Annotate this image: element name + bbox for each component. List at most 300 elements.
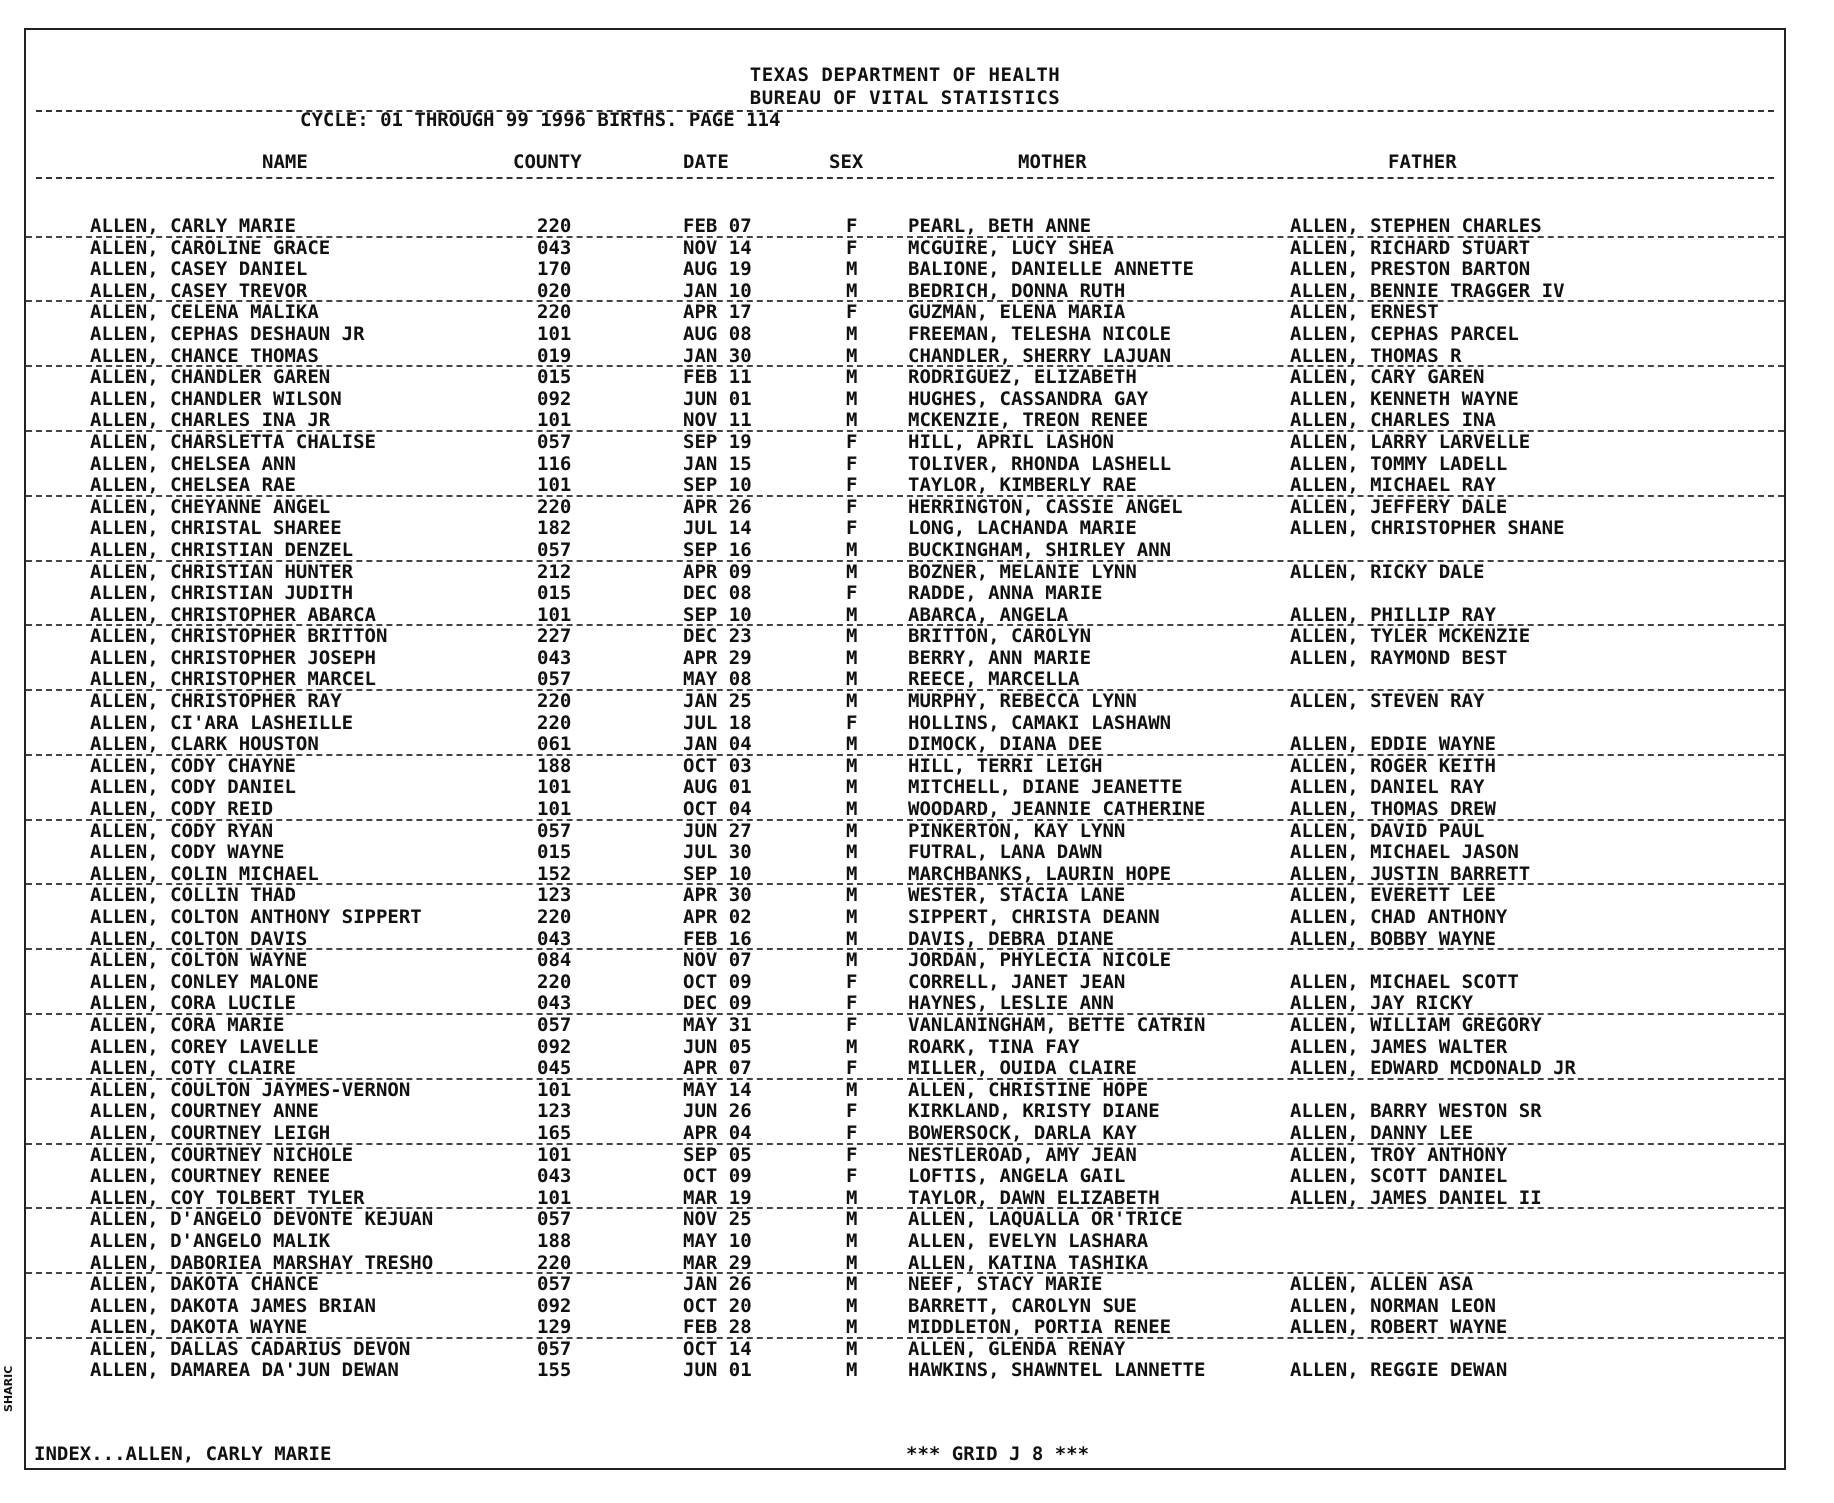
header-rule-bottom bbox=[36, 177, 1774, 179]
cell-mother: NESTLEROAD, AMY JEAN bbox=[908, 1143, 1137, 1166]
cell-father: ALLEN, TOMMY LADELL bbox=[1290, 452, 1508, 475]
cell-mother: NEEF, STACY MARIE bbox=[908, 1273, 1103, 1296]
table-row bbox=[26, 367, 1784, 389]
cell-date: FEB 28 bbox=[683, 1316, 752, 1339]
cell-sex: M bbox=[846, 862, 858, 885]
table-row bbox=[26, 777, 1784, 799]
cell-sex: M bbox=[846, 625, 858, 648]
cell-mother: CHANDLER, SHERRY LAJUAN bbox=[908, 344, 1172, 367]
cell-father: ALLEN, STEPHEN CHARLES bbox=[1290, 215, 1542, 237]
cell-sex: M bbox=[846, 387, 858, 410]
cell-county: 101 bbox=[537, 409, 572, 432]
cell-name: ALLEN, CHRISTOPHER ABARCA bbox=[90, 603, 376, 626]
cell-sex: F bbox=[846, 1143, 858, 1166]
cell-date: JUL 30 bbox=[683, 841, 752, 864]
cell-name: ALLEN, CHELSEA ANN bbox=[90, 452, 296, 475]
cell-sex: F bbox=[846, 970, 858, 993]
cell-county: 057 bbox=[537, 1208, 572, 1231]
cell-mother: BARRETT, CAROLYN SUE bbox=[908, 1294, 1137, 1317]
cell-county: 220 bbox=[537, 690, 572, 713]
table-row bbox=[26, 1317, 1784, 1339]
document-frame bbox=[24, 28, 1786, 1470]
cell-sex: F bbox=[846, 582, 858, 605]
cell-name: ALLEN, CODY CHAYNE bbox=[90, 754, 296, 777]
cell-mother: ALLEN, KATINA TASHIKA bbox=[908, 1251, 1149, 1274]
cell-county: 057 bbox=[537, 538, 572, 561]
cell-date: AUG 19 bbox=[683, 258, 752, 281]
cell-father: ALLEN, MICHAEL JASON bbox=[1290, 841, 1519, 864]
cell-county: 123 bbox=[537, 1100, 572, 1123]
cell-date: OCT 20 bbox=[683, 1294, 752, 1317]
cell-mother: BRITTON, CAROLYN bbox=[908, 625, 1092, 648]
cell-date: OCT 09 bbox=[683, 970, 752, 993]
cell-sex: M bbox=[846, 366, 858, 389]
cell-date: MAY 10 bbox=[683, 1229, 752, 1252]
cell-sex: M bbox=[846, 841, 858, 864]
cell-mother: RADDE, ANNA MARIE bbox=[908, 582, 1103, 605]
cell-county: 020 bbox=[537, 279, 572, 302]
cell-mother: MCGUIRE, LUCY SHEA bbox=[908, 236, 1114, 259]
cell-county: 101 bbox=[537, 798, 572, 821]
table-row bbox=[26, 950, 1784, 972]
cell-father: ALLEN, TYLER MCKENZIE bbox=[1290, 625, 1531, 648]
cell-mother: TAYLOR, DAWN ELIZABETH bbox=[908, 1186, 1160, 1209]
cell-date: SEP 10 bbox=[683, 603, 752, 626]
cell-date: MAY 08 bbox=[683, 668, 752, 691]
cell-date: APR 02 bbox=[683, 906, 752, 928]
cell-father: ALLEN, STEVEN RAY bbox=[1290, 690, 1485, 713]
cell-father: ALLEN, THOMAS R bbox=[1290, 344, 1462, 367]
cell-mother: HOLLINS, CAMAKI LASHAWN bbox=[908, 711, 1172, 734]
cell-name: ALLEN, D'ANGELO DEVONTE KEJUAN bbox=[90, 1208, 434, 1231]
cell-mother: ROARK, TINA FAY bbox=[908, 1035, 1080, 1058]
cell-county: 101 bbox=[537, 1078, 572, 1101]
header-rule-top bbox=[36, 110, 1774, 112]
cell-name: ALLEN, DAKOTA CHANCE bbox=[90, 1273, 319, 1296]
table-row bbox=[26, 907, 1784, 929]
cell-father: ALLEN, CEPHAS PARCEL bbox=[1290, 322, 1519, 345]
cell-mother: WESTER, STACIA LANE bbox=[908, 884, 1126, 907]
cell-sex: F bbox=[846, 1057, 858, 1080]
cell-mother: MILLER, OUIDA CLAIRE bbox=[908, 1057, 1137, 1080]
cell-county: 227 bbox=[537, 625, 572, 648]
table-row bbox=[26, 1058, 1784, 1080]
cell-date: FEB 16 bbox=[683, 927, 752, 950]
cell-date: JUL 14 bbox=[683, 517, 752, 540]
cell-date: JAN 15 bbox=[683, 452, 752, 475]
table-row bbox=[26, 540, 1784, 562]
cell-name: ALLEN, COREY LAVELLE bbox=[90, 1035, 319, 1058]
cell-sex: M bbox=[846, 1229, 858, 1252]
cell-name: ALLEN, CHRISTOPHER BRITTON bbox=[90, 625, 388, 648]
cell-county: 101 bbox=[537, 474, 572, 497]
cell-county: 212 bbox=[537, 560, 572, 583]
cell-name: ALLEN, COURTNEY LEIGH bbox=[90, 1121, 331, 1144]
cell-county: 188 bbox=[537, 754, 572, 777]
cell-county: 170 bbox=[537, 258, 572, 281]
table-row bbox=[26, 605, 1784, 627]
cell-mother: ABARCA, ANGELA bbox=[908, 603, 1069, 626]
cell-date: DEC 23 bbox=[683, 625, 752, 648]
cell-sex: M bbox=[846, 322, 858, 345]
cell-date: FEB 11 bbox=[683, 366, 752, 389]
cell-mother: DIMOCK, DIANA DEE bbox=[908, 733, 1103, 756]
cell-sex: M bbox=[846, 690, 858, 713]
cell-date: JUN 05 bbox=[683, 1035, 752, 1058]
cell-father: ALLEN, ERNEST bbox=[1290, 301, 1439, 324]
cell-mother: GUZMAN, ELENA MARIA bbox=[908, 301, 1126, 324]
cell-name: ALLEN, CLARK HOUSTON bbox=[90, 733, 319, 756]
table-row bbox=[26, 713, 1784, 735]
table-row bbox=[26, 626, 1784, 648]
cell-name: ALLEN, CORA LUCILE bbox=[90, 992, 296, 1015]
cell-county: 116 bbox=[537, 452, 572, 475]
cell-name: ALLEN, CHANDLER GAREN bbox=[90, 366, 331, 389]
cell-name: ALLEN, CHARLES INA JR bbox=[90, 409, 331, 432]
cell-name: ALLEN, CARLY MARIE bbox=[90, 215, 296, 237]
cell-name: ALLEN, DALLAS CADARIUS DEVON bbox=[90, 1337, 411, 1360]
table-row bbox=[26, 216, 1784, 238]
department-title: TEXAS DEPARTMENT OF HEALTH bbox=[749, 64, 1061, 86]
table-row bbox=[26, 281, 1784, 303]
cell-mother: MARCHBANKS, LAURIN HOPE bbox=[908, 862, 1172, 885]
cell-county: 057 bbox=[537, 819, 572, 842]
cell-father: ALLEN, ROBERT WAYNE bbox=[1290, 1316, 1508, 1339]
cell-date: OCT 04 bbox=[683, 798, 752, 821]
table-row bbox=[26, 1015, 1784, 1037]
cell-name: ALLEN, CHRISTIAN JUDITH bbox=[90, 582, 354, 605]
cell-county: 057 bbox=[537, 1013, 572, 1036]
column-header-date: DATE bbox=[683, 151, 729, 173]
cell-father: ALLEN, BENNIE TRAGGER IV bbox=[1290, 279, 1565, 302]
cell-father: ALLEN, DANNY LEE bbox=[1290, 1121, 1474, 1144]
cell-date: DEC 08 bbox=[683, 582, 752, 605]
cell-date: JAN 25 bbox=[683, 690, 752, 713]
cell-name: ALLEN, COLTON ANTHONY SIPPERT bbox=[90, 906, 422, 928]
cell-sex: M bbox=[846, 819, 858, 842]
cell-father: ALLEN, BOBBY WAYNE bbox=[1290, 927, 1496, 950]
cell-mother: KIRKLAND, KRISTY DIANE bbox=[908, 1100, 1160, 1123]
cell-sex: M bbox=[846, 1186, 858, 1209]
cell-mother: FREEMAN, TELESHA NICOLE bbox=[908, 322, 1172, 345]
cell-name: ALLEN, CHRISTOPHER MARCEL bbox=[90, 668, 376, 691]
cell-sex: F bbox=[846, 1100, 858, 1123]
cell-sex: F bbox=[846, 301, 858, 324]
cell-sex: F bbox=[846, 474, 858, 497]
cell-mother: HERRINGTON, CASSIE ANGEL bbox=[908, 495, 1183, 518]
cell-mother: HAWKINS, SHAWNTEL LANNETTE bbox=[908, 1359, 1206, 1382]
cell-date: JUN 27 bbox=[683, 819, 752, 842]
cell-sex: M bbox=[846, 668, 858, 691]
cell-father: ALLEN, CHARLES INA bbox=[1290, 409, 1496, 432]
cell-date: SEP 16 bbox=[683, 538, 752, 561]
cell-father: ALLEN, CHAD ANTHONY bbox=[1290, 906, 1508, 928]
table-row bbox=[26, 410, 1784, 432]
table-row bbox=[26, 1080, 1784, 1102]
cell-father: ALLEN, JAMES WALTER bbox=[1290, 1035, 1508, 1058]
cell-mother: WOODARD, JEANNIE CATHERINE bbox=[908, 798, 1206, 821]
cell-county: 155 bbox=[537, 1359, 572, 1382]
table-row bbox=[26, 1360, 1784, 1382]
cell-county: 165 bbox=[537, 1121, 572, 1144]
cell-name: ALLEN, CODY DANIEL bbox=[90, 776, 296, 799]
cell-county: 084 bbox=[537, 949, 572, 972]
cell-mother: TAYLOR, KIMBERLY RAE bbox=[908, 474, 1137, 497]
cell-father: ALLEN, JAMES DANIEL II bbox=[1290, 1186, 1542, 1209]
cell-father: ALLEN, KENNETH WAYNE bbox=[1290, 387, 1519, 410]
table-row bbox=[26, 929, 1784, 951]
table-row bbox=[26, 1253, 1784, 1275]
cell-county: 101 bbox=[537, 776, 572, 799]
cell-date: OCT 09 bbox=[683, 1165, 752, 1188]
cell-county: 101 bbox=[537, 603, 572, 626]
cell-mother: HILL, APRIL LASHON bbox=[908, 430, 1114, 453]
cell-mother: VANLANINGHAM, BETTE CATRIN bbox=[908, 1013, 1206, 1036]
cell-name: ALLEN, CODY REID bbox=[90, 798, 274, 821]
cell-sex: M bbox=[846, 344, 858, 367]
cell-name: ALLEN, CHRISTOPHER RAY bbox=[90, 690, 342, 713]
cell-name: ALLEN, COURTNEY ANNE bbox=[90, 1100, 319, 1123]
table-row bbox=[26, 756, 1784, 778]
index-line: INDEX...ALLEN, CARLY MARIE bbox=[34, 1443, 332, 1465]
cell-father: ALLEN, TROY ANTHONY bbox=[1290, 1143, 1508, 1166]
cell-father: ALLEN, EDDIE WAYNE bbox=[1290, 733, 1496, 756]
table-row bbox=[26, 389, 1784, 411]
cell-name: ALLEN, COY TOLBERT TYLER bbox=[90, 1186, 365, 1209]
cell-name: ALLEN, CI'ARA LASHEILLE bbox=[90, 711, 354, 734]
table-row bbox=[26, 993, 1784, 1015]
cell-mother: FUTRAL, LANA DAWN bbox=[908, 841, 1103, 864]
cell-father: ALLEN, EDWARD MCDONALD JR bbox=[1290, 1057, 1576, 1080]
cell-sex: M bbox=[846, 1251, 858, 1274]
cell-father: ALLEN, JUSTIN BARRETT bbox=[1290, 862, 1531, 885]
cell-mother: JORDAN, PHYLECIA NICOLE bbox=[908, 949, 1172, 972]
cell-father: ALLEN, SCOTT DANIEL bbox=[1290, 1165, 1508, 1188]
cell-mother: ALLEN, CHRISTINE HOPE bbox=[908, 1078, 1149, 1101]
cell-name: ALLEN, CHEYANNE ANGEL bbox=[90, 495, 331, 518]
cell-mother: LONG, LACHANDA MARIE bbox=[908, 517, 1137, 540]
table-row bbox=[26, 1339, 1784, 1361]
cell-mother: ALLEN, LAQUALLA OR'TRICE bbox=[908, 1208, 1183, 1231]
cell-county: 182 bbox=[537, 517, 572, 540]
cell-name: ALLEN, DAKOTA WAYNE bbox=[90, 1316, 308, 1339]
cell-mother: BOZNER, MELANIE LYNN bbox=[908, 560, 1137, 583]
cell-mother: CORRELL, JANET JEAN bbox=[908, 970, 1126, 993]
cell-date: MAR 19 bbox=[683, 1186, 752, 1209]
cell-father: ALLEN, BARRY WESTON SR bbox=[1290, 1100, 1542, 1123]
cell-name: ALLEN, CASEY TREVOR bbox=[90, 279, 308, 302]
cell-county: 043 bbox=[537, 646, 572, 669]
table-row bbox=[26, 972, 1784, 994]
cell-date: JUN 01 bbox=[683, 387, 752, 410]
cell-date: AUG 08 bbox=[683, 322, 752, 345]
cell-sex: M bbox=[846, 1035, 858, 1058]
cell-mother: BERRY, ANN MARIE bbox=[908, 646, 1092, 669]
cell-name: ALLEN, D'ANGELO MALIK bbox=[90, 1229, 331, 1252]
cell-county: 220 bbox=[537, 711, 572, 734]
cell-mother: ALLEN, EVELYN LASHARA bbox=[908, 1229, 1149, 1252]
bureau-title: BUREAU OF VITAL STATISTICS bbox=[749, 87, 1061, 109]
cell-mother: DAVIS, DEBRA DIANE bbox=[908, 927, 1114, 950]
grid-reference: *** GRID J 8 *** bbox=[906, 1443, 1090, 1465]
cell-date: APR 09 bbox=[683, 560, 752, 583]
cell-county: 123 bbox=[537, 884, 572, 907]
cell-sex: M bbox=[846, 1078, 858, 1101]
cell-date: APR 26 bbox=[683, 495, 752, 518]
cell-father: ALLEN, RAYMOND BEST bbox=[1290, 646, 1508, 669]
cell-county: 220 bbox=[537, 970, 572, 993]
cell-date: APR 04 bbox=[683, 1121, 752, 1144]
cell-father: ALLEN, REGGIE DEWAN bbox=[1290, 1359, 1508, 1382]
cell-name: ALLEN, CODY WAYNE bbox=[90, 841, 285, 864]
cell-name: ALLEN, CASEY DANIEL bbox=[90, 258, 308, 281]
cell-sex: F bbox=[846, 215, 858, 237]
cell-mother: LOFTIS, ANGELA GAIL bbox=[908, 1165, 1126, 1188]
cell-county: 220 bbox=[537, 301, 572, 324]
column-header-mother: MOTHER bbox=[1018, 151, 1087, 173]
table-row bbox=[26, 648, 1784, 670]
cell-mother: BEDRICH, DONNA RUTH bbox=[908, 279, 1126, 302]
cell-name: ALLEN, COURTNEY RENEE bbox=[90, 1165, 331, 1188]
cell-date: JUL 18 bbox=[683, 711, 752, 734]
cell-date: JAN 04 bbox=[683, 733, 752, 756]
cell-sex: M bbox=[846, 560, 858, 583]
cell-sex: M bbox=[846, 538, 858, 561]
table-row bbox=[26, 238, 1784, 260]
cell-father: ALLEN, WILLIAM GREGORY bbox=[1290, 1013, 1542, 1036]
cell-name: ALLEN, DAKOTA JAMES BRIAN bbox=[90, 1294, 376, 1317]
table-row bbox=[26, 562, 1784, 584]
cell-county: 092 bbox=[537, 1294, 572, 1317]
cell-mother: MCKENZIE, TREON RENEE bbox=[908, 409, 1149, 432]
cell-date: APR 29 bbox=[683, 646, 752, 669]
cell-date: OCT 14 bbox=[683, 1337, 752, 1360]
cell-sex: F bbox=[846, 1013, 858, 1036]
cell-county: 057 bbox=[537, 1273, 572, 1296]
table-row bbox=[26, 346, 1784, 368]
table-row bbox=[26, 432, 1784, 454]
cell-county: 043 bbox=[537, 1165, 572, 1188]
cell-mother: BALIONE, DANIELLE ANNETTE bbox=[908, 258, 1194, 281]
table-row bbox=[26, 1123, 1784, 1145]
cell-county: 043 bbox=[537, 927, 572, 950]
cell-father: ALLEN, PHILLIP RAY bbox=[1290, 603, 1496, 626]
cell-date: APR 30 bbox=[683, 884, 752, 907]
cell-mother: TOLIVER, RHONDA LASHELL bbox=[908, 452, 1172, 475]
cell-sex: F bbox=[846, 236, 858, 259]
table-row bbox=[26, 1188, 1784, 1210]
cell-father: ALLEN, CHRISTOPHER SHANE bbox=[1290, 517, 1565, 540]
cell-county: 101 bbox=[537, 322, 572, 345]
column-header-county: COUNTY bbox=[513, 151, 582, 173]
cell-sex: F bbox=[846, 452, 858, 475]
cell-date: AUG 01 bbox=[683, 776, 752, 799]
cell-mother: MURPHY, REBECCA LYNN bbox=[908, 690, 1137, 713]
cell-name: ALLEN, CHRISTIAN HUNTER bbox=[90, 560, 354, 583]
cell-mother: HILL, TERRI LEIGH bbox=[908, 754, 1103, 777]
cell-county: 057 bbox=[537, 668, 572, 691]
cell-sex: M bbox=[846, 603, 858, 626]
cell-date: DEC 09 bbox=[683, 992, 752, 1015]
cell-sex: F bbox=[846, 495, 858, 518]
table-row bbox=[26, 1166, 1784, 1188]
table-row bbox=[26, 1037, 1784, 1059]
cell-sex: M bbox=[846, 1359, 858, 1382]
table-row bbox=[26, 669, 1784, 691]
table-row bbox=[26, 475, 1784, 497]
cell-sex: F bbox=[846, 430, 858, 453]
cell-sex: M bbox=[846, 409, 858, 432]
cell-mother: REECE, MARCELLA bbox=[908, 668, 1080, 691]
cell-mother: HUGHES, CASSANDRA GAY bbox=[908, 387, 1149, 410]
cell-name: ALLEN, DABORIEA MARSHAY TRESHO bbox=[90, 1251, 434, 1274]
table-row bbox=[26, 734, 1784, 756]
cell-sex: F bbox=[846, 992, 858, 1015]
table-row bbox=[26, 799, 1784, 821]
cell-county: 220 bbox=[537, 495, 572, 518]
cell-name: ALLEN, COLIN MICHAEL bbox=[90, 862, 319, 885]
cell-sex: M bbox=[846, 1208, 858, 1231]
cell-mother: PEARL, BETH ANNE bbox=[908, 215, 1092, 237]
cell-name: ALLEN, CHRISTIAN DENZEL bbox=[90, 538, 354, 561]
cell-name: ALLEN, COLTON DAVIS bbox=[90, 927, 308, 950]
cell-sex: M bbox=[846, 1337, 858, 1360]
cell-county: 057 bbox=[537, 1337, 572, 1360]
cell-mother: SIPPERT, CHRISTA DEANN bbox=[908, 906, 1160, 928]
cell-date: SEP 05 bbox=[683, 1143, 752, 1166]
table-row bbox=[26, 885, 1784, 907]
table-row bbox=[26, 583, 1784, 605]
cell-date: NOV 07 bbox=[683, 949, 752, 972]
cell-name: ALLEN, COTY CLAIRE bbox=[90, 1057, 296, 1080]
cell-date: FEB 07 bbox=[683, 215, 752, 237]
table-row bbox=[26, 1145, 1784, 1167]
cell-father: ALLEN, MICHAEL RAY bbox=[1290, 474, 1496, 497]
cell-sex: F bbox=[846, 517, 858, 540]
cell-name: ALLEN, CELENA MALIKA bbox=[90, 301, 319, 324]
cell-sex: M bbox=[846, 1273, 858, 1296]
table-row bbox=[26, 1296, 1784, 1318]
table-row bbox=[26, 691, 1784, 713]
cell-name: ALLEN, CHANCE THOMAS bbox=[90, 344, 319, 367]
cell-sex: M bbox=[846, 798, 858, 821]
cell-mother: BOWERSOCK, DARLA KAY bbox=[908, 1121, 1137, 1144]
cell-county: 092 bbox=[537, 387, 572, 410]
cell-county: 129 bbox=[537, 1316, 572, 1339]
cell-name: ALLEN, COULTON JAYMES-VERNON bbox=[90, 1078, 411, 1101]
cell-name: ALLEN, CONLEY MALONE bbox=[90, 970, 319, 993]
column-header-sex: SEX bbox=[829, 151, 864, 173]
cell-name: ALLEN, CODY RYAN bbox=[90, 819, 274, 842]
cell-father: ALLEN, RICKY DALE bbox=[1290, 560, 1485, 583]
cell-date: SEP 10 bbox=[683, 474, 752, 497]
cell-father: ALLEN, RICHARD STUART bbox=[1290, 236, 1531, 259]
cell-sex: M bbox=[846, 927, 858, 950]
cell-date: NOV 25 bbox=[683, 1208, 752, 1231]
cell-county: 220 bbox=[537, 215, 572, 237]
cell-name: ALLEN, CHRISTAL SHAREE bbox=[90, 517, 342, 540]
cell-mother: BUCKINGHAM, SHIRLEY ANN bbox=[908, 538, 1172, 561]
table-row bbox=[26, 518, 1784, 540]
cell-county: 043 bbox=[537, 992, 572, 1015]
cell-father: ALLEN, JEFFERY DALE bbox=[1290, 495, 1508, 518]
cell-date: APR 17 bbox=[683, 301, 752, 324]
cell-sex: F bbox=[846, 1121, 858, 1144]
cell-father: ALLEN, CARY GAREN bbox=[1290, 366, 1485, 389]
side-stamp: SHARIC bbox=[2, 1365, 15, 1412]
cell-name: ALLEN, CORA MARIE bbox=[90, 1013, 285, 1036]
cell-mother: MITCHELL, DIANE JEANETTE bbox=[908, 776, 1183, 799]
